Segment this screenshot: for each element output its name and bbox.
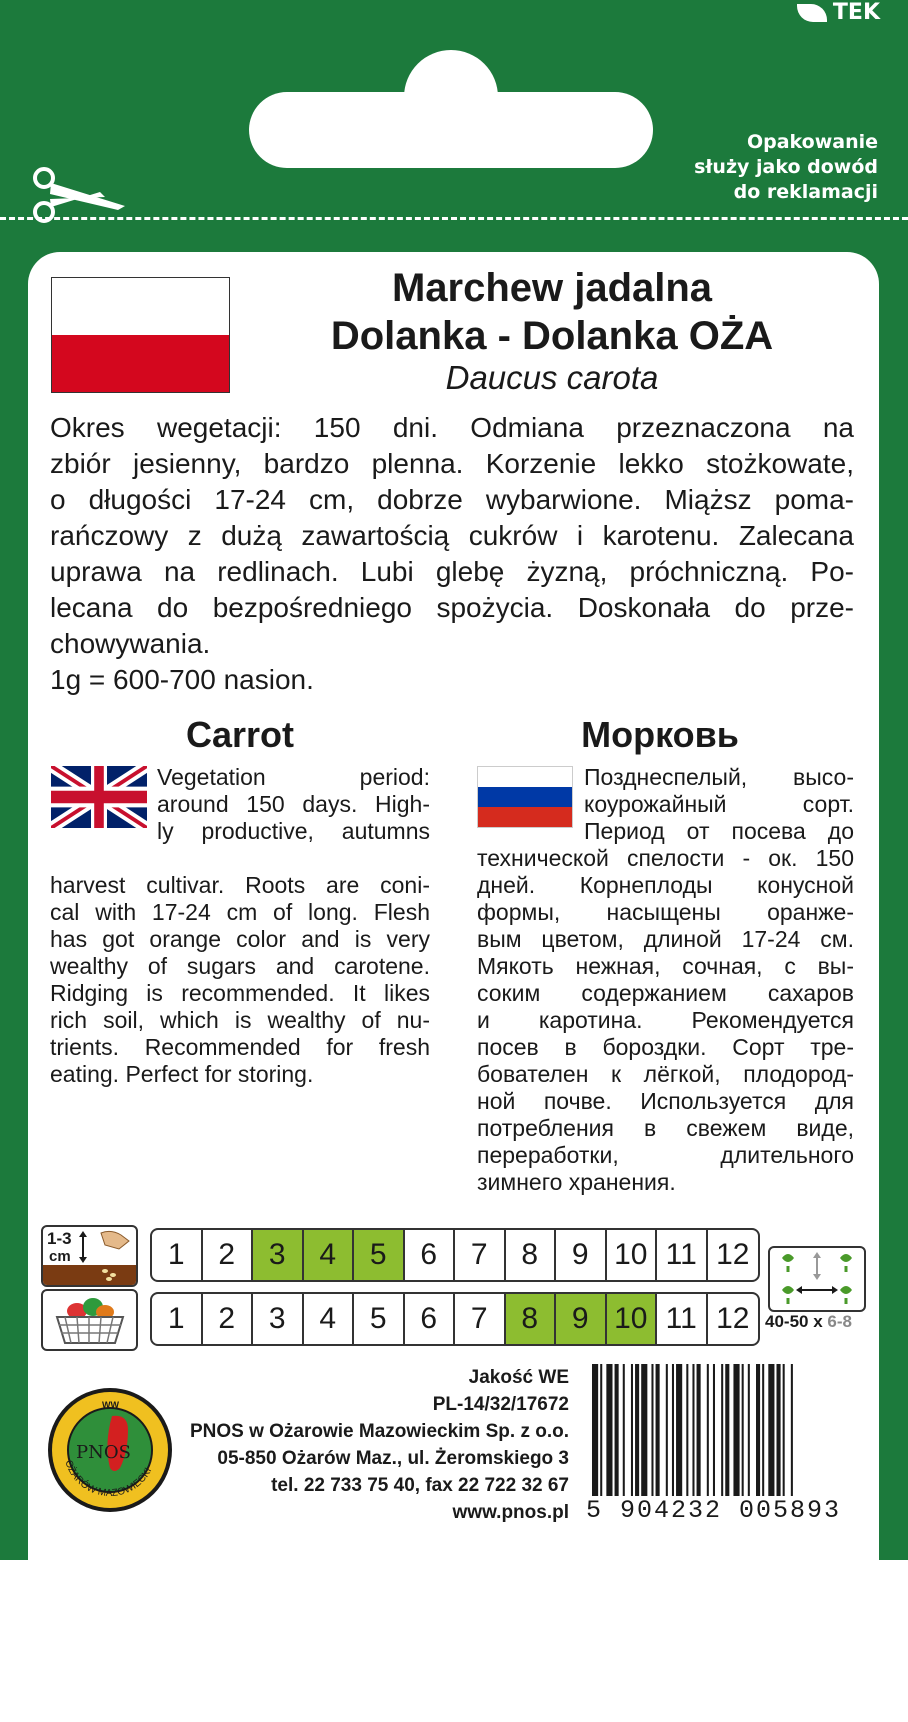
- sowing-month-7: 7: [455, 1230, 506, 1280]
- plant-spacing-label: 40-50 x 6-8: [765, 1312, 852, 1331]
- harvest-month-8: 8: [506, 1294, 557, 1344]
- sowing-calendar: [150, 1228, 760, 1282]
- description-english: harvest cultivar. Roots are coni- cal with 17-24 cm of long. Flesh has got orange color and is very wealthy of sugars and carotene. Ridging is recommended. It likes rich soil, which is wealthy of nu- trients. Recommended for fresh eating. Perfect for storing.: [50, 872, 430, 1087]
- logo-mark: WW: [102, 1400, 119, 1410]
- harvest-month-6: 6: [405, 1294, 456, 1344]
- description-russian-top: Позднеспелый, высо- коурожайный сорт. Период от посева до: [584, 764, 854, 844]
- company-address: 05-850 Ożarów Maz., ul. Żeromskiego 3: [217, 1448, 569, 1469]
- harvest-month-3: 3: [253, 1294, 304, 1344]
- receipt-notice: Opakowanie służy jako dowód do reklamacji: [694, 131, 878, 203]
- hang-hole: [249, 92, 653, 168]
- description-polish: Okres wegetacji: 150 dni. Odmiana przeznaczona na zbiór jesienny, bardzo plenna. Korzenie lekko stożkowate, o długości 17-24 cm, dobrze wybarwione. Miąższ poma- rańczowy z dużą zawartością cukrów i karotenu. Zalecana uprawa na redlinach. Lubi glebę żyzną, próchniczną. Po- lecana do bezpośredniego spożycia. Doskonała do prze- chowywania. 1g = 600-700 nasion.: [50, 412, 854, 695]
- quality-mark: Jakość WE: [468, 1367, 569, 1388]
- harvest-calendar: [150, 1292, 760, 1346]
- barcode-number: 5 904232 005893: [586, 1496, 860, 1525]
- harvest-month-5: 5: [354, 1294, 405, 1344]
- sowing-month-9: 9: [556, 1230, 607, 1280]
- logo-ring-text: OŻARÓW MAZOWIECKI: [62, 1458, 155, 1500]
- polish-flag-icon: [51, 277, 230, 393]
- sowing-month-1: 1: [152, 1230, 203, 1280]
- company-website[interactable]: www.pnos.pl: [452, 1502, 569, 1523]
- latin-name: Daucus carota: [445, 359, 659, 396]
- sowing-month-4: 4: [304, 1230, 355, 1280]
- plant-spacing-icon: [768, 1246, 866, 1312]
- sowing-month-8: 8: [506, 1230, 557, 1280]
- sowing-month-11: 11: [657, 1230, 708, 1280]
- russian-flag-icon: [477, 766, 573, 828]
- sowing-month-6: 6: [405, 1230, 456, 1280]
- sowing-depth-icon: [41, 1225, 138, 1287]
- description-russian: технической спелости - ок. 150 дней. Корнеплоды конусной формы, насыщены оранже- вым цветом, длиной 17-24 см. Мякоть нежная, сочная, с вы- соким содержанием сахаров и каротина. Рекомендуется посев в бороздки. Сорт тре- бователен к лёгкой, плодород- ной почве. Используется для потребления в свежем виде, переработки, длительного зимнего хранения.: [477, 845, 854, 1195]
- harvest-month-1: 1: [152, 1294, 203, 1344]
- product-variety: Dolanka - Dolanka OŻA: [330, 314, 774, 358]
- product-title: Marchew jadalna: [391, 266, 713, 310]
- sowing-month-12: 12: [716, 1238, 750, 1271]
- harvest-month-2: 2: [203, 1294, 254, 1344]
- company-name: PNOS w Ożarowie Mazowieckim Sp. z o.o.: [189, 1421, 569, 1442]
- harvest-basket-icon: [41, 1289, 138, 1351]
- sowing-depth-value: 1-3: [47, 1229, 72, 1248]
- harvest-month-11: 11: [657, 1294, 708, 1344]
- heading-english: Carrot: [185, 714, 295, 755]
- company-info: [109, 1364, 569, 1526]
- brand-mark: TEK: [797, 0, 880, 25]
- description-english-top: Vegetation period: around 150 days. High- ly productive, autumns: [157, 764, 430, 844]
- company-phone: tel. 22 733 75 40, fax 22 722 32 67: [271, 1475, 569, 1496]
- harvest-month-9: 9: [556, 1294, 607, 1344]
- harvest-month-7: 7: [455, 1294, 506, 1344]
- heading-russian: Морковь: [581, 714, 739, 755]
- sowing-month-3: 3: [253, 1230, 304, 1280]
- sowing-month-10: 10: [607, 1230, 658, 1280]
- bottom-margin: [0, 1560, 908, 1722]
- registration-number: PL-14/32/17672: [432, 1394, 569, 1415]
- uk-flag-icon: [51, 766, 147, 828]
- sowing-month-2: 2: [203, 1230, 254, 1280]
- harvest-month-10: 10: [607, 1294, 658, 1344]
- sowing-month-5: 5: [354, 1230, 405, 1280]
- cut-line: [0, 217, 908, 220]
- sowing-depth-unit: cm: [49, 1248, 71, 1265]
- leaf-icon: [797, 4, 827, 22]
- harvest-month-12: 12: [716, 1302, 750, 1335]
- logo-letters: PNOS: [76, 1442, 131, 1463]
- harvest-month-4: 4: [304, 1294, 355, 1344]
